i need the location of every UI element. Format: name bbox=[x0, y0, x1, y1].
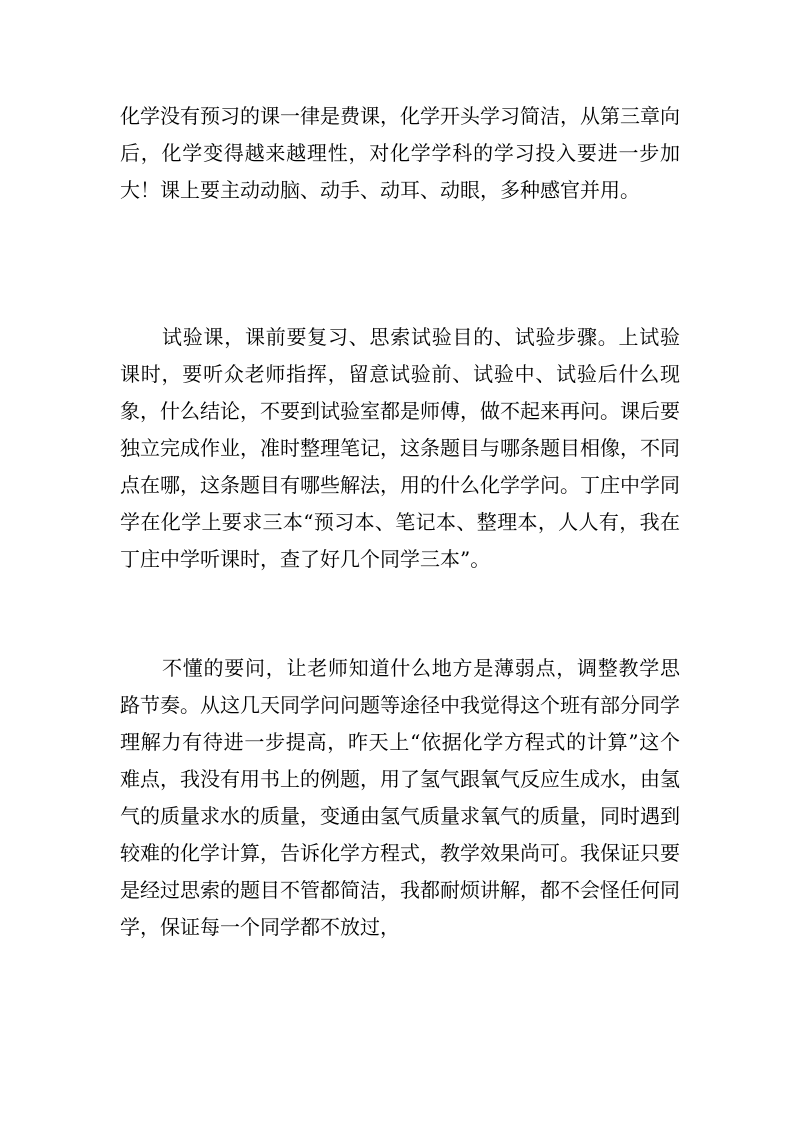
paragraph-ask-questions: 不懂的要问，让老师知道什么地方是薄弱点，调整教学思路节奏。从这几天同学问问题等途径中我觉得这个班有部分同学理解力有待进一步提高，昨天上“依据化学方程式的计算”这个难点，我没有用书上的例题，用了氢气跟氧气反应生成水，由氢气的质量求水的质量，变通由氢气质量求氧气的质量，同时遇到较难的化学计算，告诉化学方程式，教学效果尚可。我保证只要是经过思索的题目不管都简洁，我都耐烦讲解，都不会怪任何同学，保证每一个同学都不放过， bbox=[120, 656, 680, 939]
paragraph-experiment-class: 试验课，课前要复习、思索试验目的、试验步骤。上试验课时，要听众老师指挥，留意试验前、试验中、试验后什么现象，什么结论，不要到试验室都是师傅，做不起来再问。课后要独立完成作业，准时整理笔记，这条题目与哪条题目相像，不同点在哪，这条题目有哪些解法，用的什么化学学问。丁庄中学同学在化学上要求三本“预习本、笔记本、整理本，人人有，我在丁庄中学听课时，查了好几个同学三本”。 bbox=[120, 325, 680, 571]
paragraph-preview-importance: 化学没有预习的课一律是费课，化学开头学习简洁，从第三章向后，化学变得越来越理性，对化学学科的学习投入要进一步加大！课上要主动动脑、动手、动耳、动眼，多种感官并用。 bbox=[120, 104, 680, 202]
